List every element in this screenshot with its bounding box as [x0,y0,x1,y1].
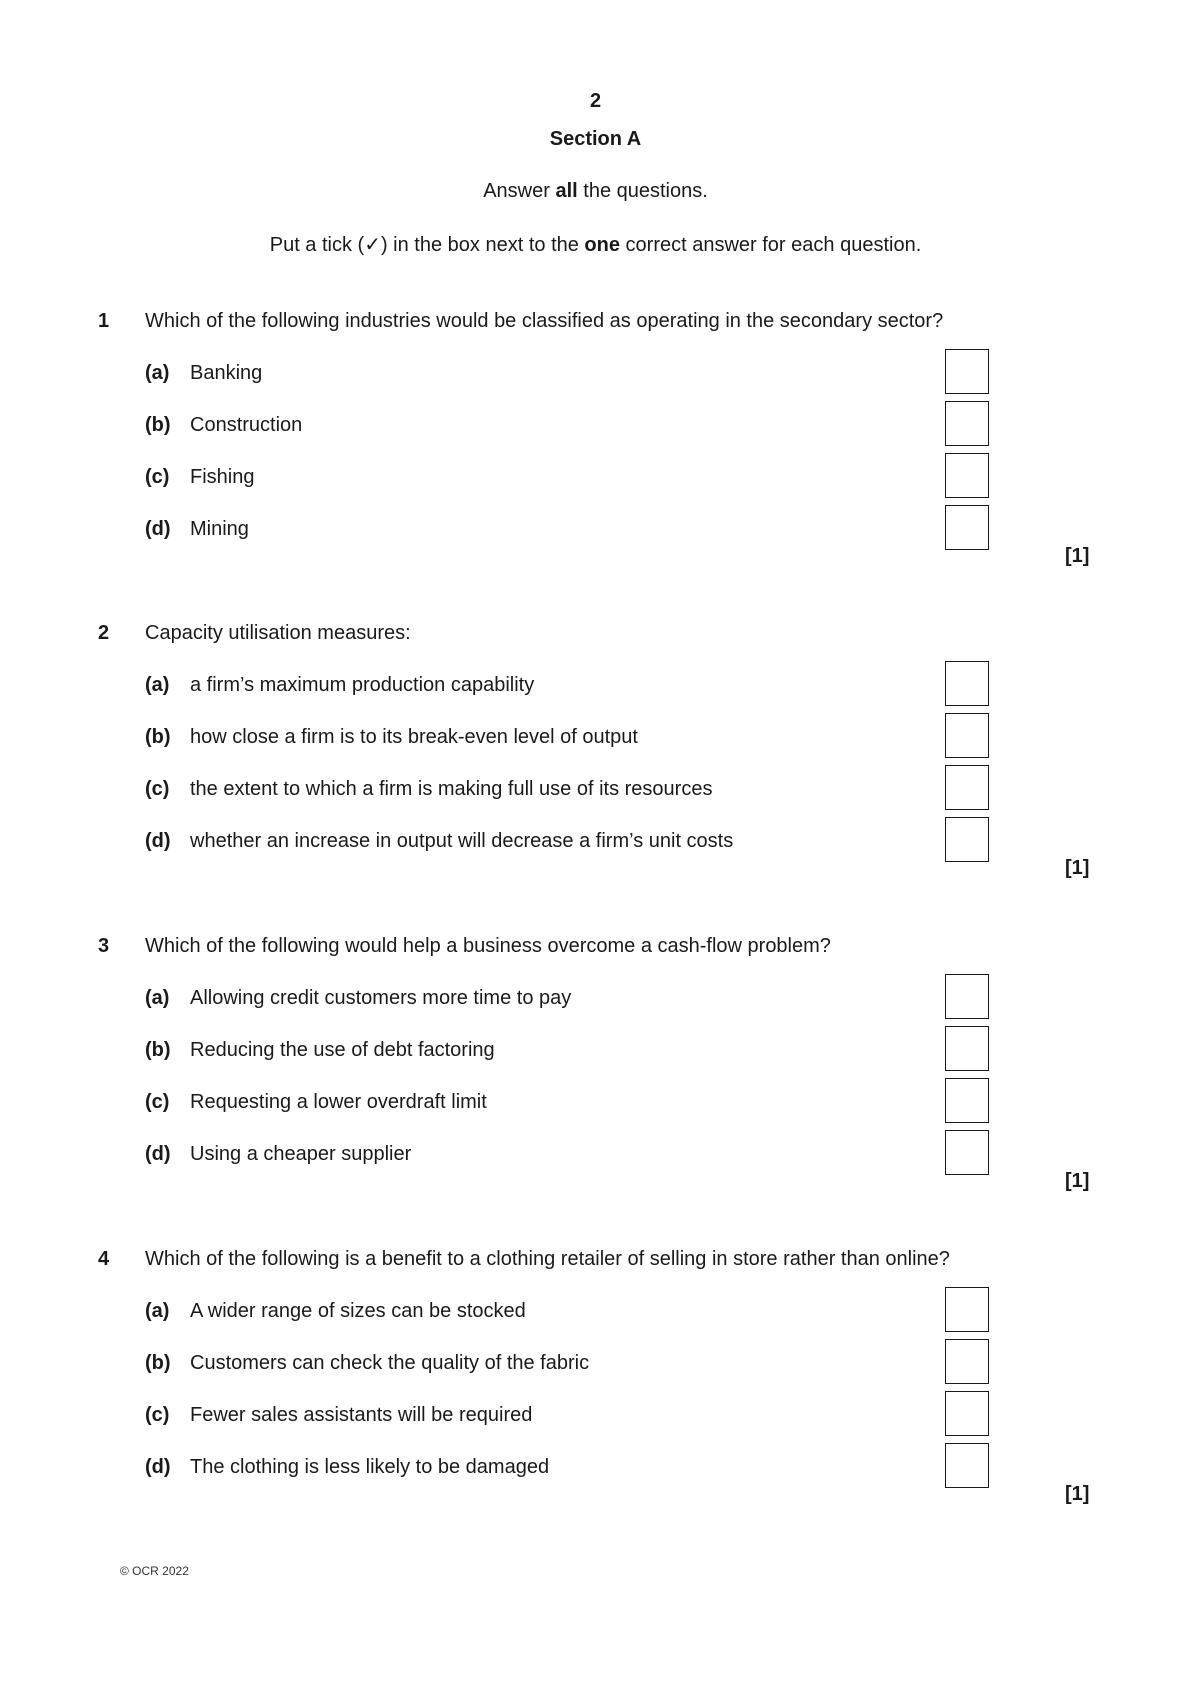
answer-checkbox[interactable] [945,1130,989,1175]
question-3 [0,935,1191,1235]
section-title: Section A [549,128,642,150]
option-letter: (d) [145,1143,171,1165]
answer-checkbox[interactable] [945,1443,989,1488]
option-b [0,414,1191,462]
answer-checkbox[interactable] [945,1078,989,1123]
option-d [0,1143,1191,1191]
question-number: 2 [98,622,110,644]
answer-checkbox[interactable] [945,401,989,446]
question-stem: Capacity utilisation measures: [145,622,411,644]
question-2 [0,622,1191,922]
option-text: how close a firm is to its break-even level of output [190,726,638,748]
answer-checkbox[interactable] [945,453,989,498]
option-letter: (b) [145,1039,171,1061]
option-a [0,674,1191,722]
question-number: 4 [98,1248,110,1270]
option-b [0,1039,1191,1087]
copyright-notice: © OCR 2022 [120,1564,189,1578]
answer-checkbox[interactable] [945,661,989,706]
option-letter: (c) [145,1404,170,1426]
option-letter: (d) [145,1456,171,1478]
answer-checkbox[interactable] [945,765,989,810]
instruction-answer-all [0,180,1191,203]
answer-checkbox[interactable] [945,349,989,394]
instruction-text: Answer [483,180,556,202]
option-letter: (b) [145,414,171,436]
instruction-emphasis: one [584,234,620,256]
option-c [0,1404,1191,1452]
question-stem: Which of the following would help a business overcome a cash-flow problem? [145,935,831,957]
option-d [0,830,1191,878]
option-c [0,778,1191,826]
question-stem: Which of the following industries would be classified as operating in the secondary sector? [145,310,944,332]
answer-checkbox[interactable] [945,1026,989,1071]
option-letter: (d) [145,518,171,540]
option-c [0,466,1191,514]
question-1 [0,310,1191,610]
option-letter: (b) [145,726,171,748]
page-number: 2 [589,90,602,112]
question-number: 1 [98,310,110,332]
option-text: The clothing is less likely to be damaged [190,1456,550,1478]
option-a [0,362,1191,410]
instruction-text: Put a tick (✓) in the box next to the [269,234,585,256]
option-text: Banking [190,362,263,384]
instruction-emphasis: all [555,180,578,202]
marks-label: [1] [1065,1483,1090,1505]
option-b [0,726,1191,774]
option-text: Construction [190,414,303,436]
option-text: Requesting a lower overdraft limit [190,1091,487,1113]
option-text: Allowing credit customers more time to pay [190,987,572,1009]
question-4 [0,1248,1191,1548]
answer-checkbox[interactable] [945,817,989,862]
option-text: A wider range of sizes can be stocked [190,1300,526,1322]
question-number: 3 [98,935,110,957]
answer-checkbox[interactable] [945,1339,989,1384]
option-text: a firm’s maximum production capability [190,674,535,696]
option-text: Fishing [190,466,255,488]
marks-label: [1] [1065,857,1090,879]
instruction-text: correct answer for each question. [619,234,922,256]
option-text: Mining [190,518,249,540]
answer-checkbox[interactable] [945,505,989,550]
question-stem: Which of the following is a benefit to a clothing retailer of selling in store rather than online? [145,1248,950,1270]
option-letter: (a) [145,674,170,696]
option-text: the extent to which a firm is making full use of its resources [190,778,713,800]
option-letter: (d) [145,830,171,852]
option-letter: (a) [145,987,170,1009]
instruction-text: the questions. [577,180,708,202]
option-b [0,1352,1191,1400]
option-a [0,987,1191,1035]
marks-label: [1] [1065,1170,1090,1192]
answer-checkbox[interactable] [945,713,989,758]
option-text: whether an increase in output will decrease a firm’s unit costs [190,830,734,852]
answer-checkbox[interactable] [945,974,989,1019]
option-d [0,518,1191,566]
option-text: Fewer sales assistants will be required [190,1404,533,1426]
option-letter: (c) [145,466,170,488]
instruction-tick-box [0,232,1191,257]
option-text: Reducing the use of debt factoring [190,1039,495,1061]
option-letter: (a) [145,1300,170,1322]
option-text: Using a cheaper supplier [190,1143,412,1165]
option-d [0,1456,1191,1504]
marks-label: [1] [1065,545,1090,567]
option-letter: (a) [145,362,170,384]
option-c [0,1091,1191,1139]
option-letter: (c) [145,778,170,800]
option-letter: (c) [145,1091,170,1113]
answer-checkbox[interactable] [945,1391,989,1436]
option-a [0,1300,1191,1348]
option-letter: (b) [145,1352,171,1374]
answer-checkbox[interactable] [945,1287,989,1332]
option-text: Customers can check the quality of the fabric [190,1352,590,1374]
